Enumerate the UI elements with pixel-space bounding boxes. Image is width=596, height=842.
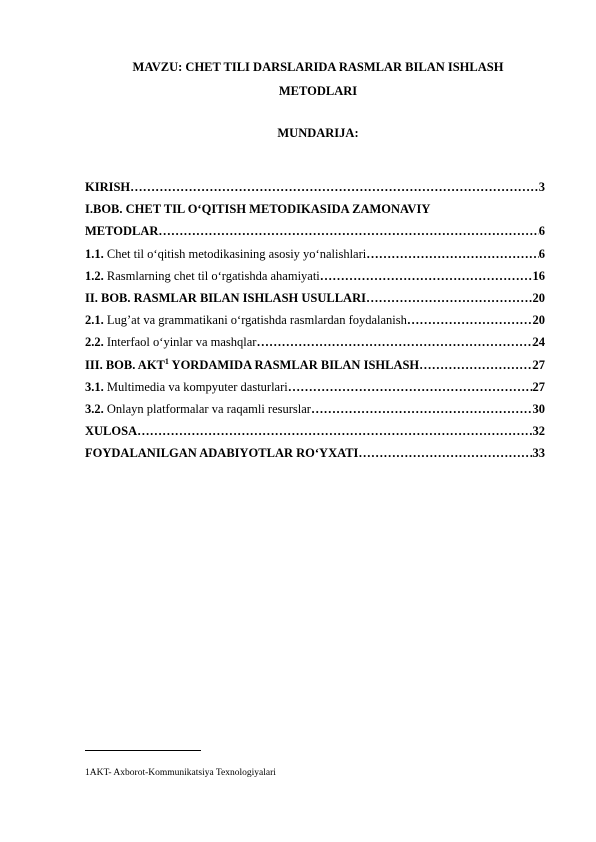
toc-entry-title <box>85 202 430 217</box>
toc-dot-leader <box>320 269 533 284</box>
toc-entry[interactable] <box>85 180 545 202</box>
toc-dot-leader <box>366 291 533 306</box>
toc-entry-number: 3.2. <box>85 401 104 416</box>
toc-entry-title <box>85 358 419 373</box>
toc-page-number: 3 <box>538 180 545 194</box>
toc-entry-number: 2.1. <box>85 313 104 328</box>
toc-page-number: 27 <box>532 357 545 372</box>
toc-page-number: 30 <box>532 401 545 416</box>
toc-entry-title <box>85 269 320 284</box>
footnote-separator <box>85 750 201 751</box>
document-title-line-2: METODLARI <box>278 84 358 98</box>
footnote-text: AKT- Axborot-Kommunikatsiya Texnologiyalari <box>89 768 276 778</box>
toc-dot-leader <box>288 380 533 395</box>
toc-entry[interactable] <box>85 358 545 380</box>
toc-dot-leader <box>311 402 533 417</box>
toc-entry[interactable] <box>85 202 545 224</box>
footnote <box>85 768 276 778</box>
toc-entry-text: METODLAR <box>85 224 159 239</box>
toc-entry-text-continued: YORDAMIDA RASMLAR BILAN ISHLASH <box>168 357 420 372</box>
toc-page-number: 24 <box>532 335 545 350</box>
toc-entry-number: 1.1. <box>85 246 104 261</box>
toc-dot-leader <box>256 335 532 350</box>
toc-entry-text: Rasmlarning chet til o‘rgatishda ahamiyati <box>103 268 320 283</box>
toc-entry-number: 3.1. <box>85 379 104 394</box>
toc-entry-text: Onlayn platformalar va raqamli resurslar <box>103 401 311 416</box>
toc-entry-title <box>85 402 311 417</box>
toc-entry-text: KIRISH <box>85 180 131 194</box>
toc-dot-leader <box>407 313 533 328</box>
toc-entry-text: Multimedia va kompyuter dasturlari <box>103 379 288 394</box>
toc-dot-leader <box>358 446 532 461</box>
toc-entry-title <box>85 446 358 461</box>
document-title-line-1: MAVZU: CHET TILI DARSLARIDA RASMLAR BILAN ISHLASH <box>132 60 504 74</box>
toc-entry[interactable] <box>85 247 545 269</box>
table-of-contents <box>85 180 545 468</box>
toc-dot-leader <box>130 180 539 195</box>
toc-entry-title <box>85 313 407 328</box>
toc-page-number: 32 <box>532 424 545 439</box>
toc-entry-text: Chet til o‘qitish metodikasining asosiy yo‘nalishlari <box>103 246 367 261</box>
toc-page-number: 16 <box>532 268 545 283</box>
toc-entry-title <box>85 291 366 306</box>
footnote-mark: 1 <box>85 768 90 778</box>
toc-dot-leader <box>158 224 538 239</box>
toc-page-number: 33 <box>532 446 545 461</box>
toc-page-number: 20 <box>532 290 545 305</box>
toc-entry[interactable] <box>85 446 545 468</box>
toc-page-number: 6 <box>538 246 545 261</box>
toc-dot-leader <box>419 358 532 373</box>
toc-entry[interactable] <box>85 402 545 424</box>
toc-page-number: 27 <box>532 379 545 394</box>
toc-entry[interactable] <box>85 335 545 357</box>
footnote-reference: 1 <box>164 357 169 366</box>
toc-page-number: 6 <box>538 224 545 239</box>
toc-entry[interactable] <box>85 380 545 402</box>
toc-entry-text: I.BOB. CHET TIL O‘QITISH METODIKASIDA ZAMONAVIY <box>85 202 431 217</box>
toc-dot-leader <box>137 424 532 439</box>
toc-entry-text: Lug’at va grammatikani o‘rgatishda rasmlardan foydalanish <box>103 313 407 328</box>
toc-dot-leader <box>366 247 539 262</box>
toc-entry-number: 1.2. <box>85 268 104 283</box>
toc-page-number: 20 <box>532 313 545 328</box>
toc-entry-title <box>85 335 256 350</box>
toc-heading: MUNDARIJA: <box>277 126 359 140</box>
toc-entry[interactable] <box>85 224 545 246</box>
toc-entry[interactable] <box>85 291 545 313</box>
toc-entry-title <box>85 247 366 262</box>
toc-entry-title <box>85 424 137 439</box>
toc-entry[interactable] <box>85 424 545 446</box>
toc-entry-number: 2.2. <box>85 335 104 350</box>
toc-entry[interactable] <box>85 269 545 291</box>
toc-entry-title <box>85 224 158 239</box>
toc-entry[interactable] <box>85 313 545 335</box>
toc-entry-title <box>85 380 288 395</box>
toc-entry-text: II. BOB. RASMLAR BILAN ISHLASH USULLARI <box>85 290 366 305</box>
toc-entry-text: XULOSA <box>85 424 138 439</box>
toc-entry-text: FOYDALANILGAN ADABIYOTLAR RO‘YXATI <box>85 446 359 461</box>
toc-entry-title <box>85 180 130 195</box>
toc-entry-text: Interfaol o‘yinlar va mashqlar <box>103 335 257 350</box>
toc-entry-text: III. BOB. AKT <box>85 357 165 372</box>
